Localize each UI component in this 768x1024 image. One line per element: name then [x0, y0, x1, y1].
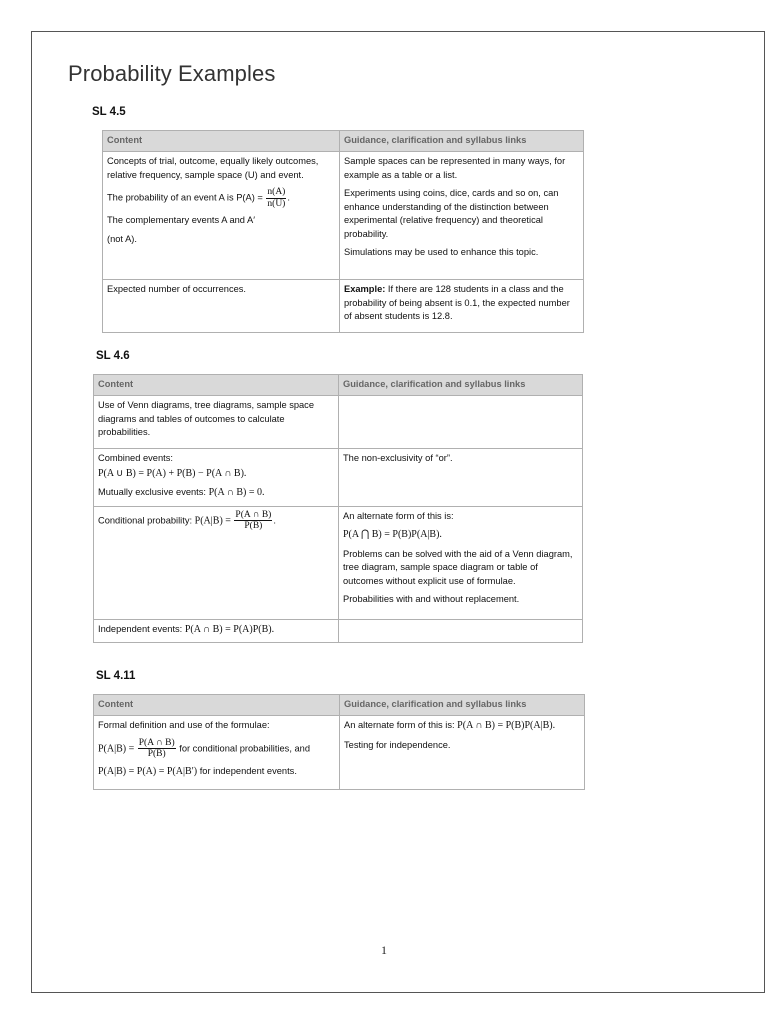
formula-suffix: for conditional probabilities, and	[176, 743, 311, 754]
content-formula	[107, 187, 335, 209]
section-heading-sl-4-6: SL 4.6	[96, 350, 130, 362]
table-row	[94, 396, 583, 449]
table-header-row	[94, 695, 585, 716]
document-title: Probability Examples	[68, 61, 276, 86]
content-cell	[94, 396, 339, 449]
fraction	[138, 738, 176, 760]
table-header-row	[94, 375, 583, 396]
table-header-row	[103, 131, 584, 152]
guidance-formula: P(A ⋂ B) = P(B)P(A|B).	[343, 529, 442, 541]
table-row	[94, 449, 583, 506]
formula-math: P(A|B) = P(A) = P(A|B′)	[98, 765, 198, 777]
example-label: Example:	[344, 284, 386, 295]
content-formula	[98, 765, 335, 780]
guidance-cell	[339, 619, 583, 643]
section-heading-sl-4-11: SL 4.11	[96, 670, 136, 682]
syllabus-table-sl-4-5	[102, 130, 584, 333]
guidance-example	[344, 283, 579, 323]
guidance-cell	[340, 280, 584, 333]
formula-math: P(A ∩ B) = 0.	[208, 487, 265, 499]
content-text	[98, 486, 334, 501]
content-text: The complementary events A and A′	[107, 215, 255, 226]
syllabus-table-sl-4-6	[93, 374, 583, 643]
content-cell	[103, 280, 340, 333]
formula-math: P(A|B) =	[98, 743, 137, 755]
fraction-denominator: P(B)	[147, 749, 166, 760]
column-header-content: Content	[94, 695, 340, 716]
guidance-cell	[339, 449, 583, 506]
guidance-text: The non-exclusivity of “or”.	[343, 453, 453, 464]
column-header-content: Content	[103, 131, 340, 152]
content-text: Use of Venn diagrams, tree diagrams, sample space diagrams and tables of outcomes to calculate probabilities.	[98, 400, 315, 438]
guidance-text: Testing for independence.	[344, 739, 451, 750]
page-number: 1	[381, 943, 387, 957]
table-row	[103, 152, 584, 280]
fraction	[266, 187, 286, 209]
table-row	[94, 716, 585, 790]
content-formula	[98, 738, 335, 760]
formula-prefix: Independent events:	[98, 623, 185, 634]
guidance-cell	[340, 716, 585, 790]
content-cell	[103, 152, 340, 280]
fraction-denominator: P(B)	[244, 521, 263, 532]
formula-prefix: An alternate form of this is:	[344, 720, 458, 731]
content-formula	[98, 510, 334, 532]
guidance-text: An alternate form of this is:	[343, 510, 454, 521]
formula-suffix: .	[287, 192, 290, 203]
section-heading-sl-4-5: SL 4.5	[92, 106, 126, 118]
content-text: (not A).	[107, 233, 137, 244]
content-text: Expected number of occurrences.	[107, 284, 247, 295]
content-text: Concepts of trial, outcome, equally likely outcomes, relative frequency, sample space (U) and event.	[107, 156, 319, 180]
content-cell	[94, 506, 339, 619]
formula-suffix: .	[273, 515, 276, 526]
guidance-text: Experiments using coins, dice, cards and so on, can enhance understanding of the distinction between experimental (relative frequency) and theoretical probability.	[344, 188, 559, 239]
table-row	[103, 280, 584, 333]
fraction-numerator: P(A ∩ B)	[235, 509, 272, 520]
formula-math: P(A ∩ B) = P(A)P(B).	[184, 623, 275, 635]
content-formula	[98, 623, 334, 638]
table-row	[94, 506, 583, 619]
guidance-cell	[339, 396, 583, 449]
content-text: Formal definition and use of the formulae:	[98, 720, 270, 731]
guidance-text: Problems can be solved with the aid of a Venn diagram, tree diagram, sample space diagram or table of outcomes without explicit use of formulae.	[343, 548, 573, 586]
formula-prefix: Mutually exclusive events:	[98, 487, 209, 498]
example-text: If there are 128 students in a class and the probability of being absent is 0.1, the expected number of absent students is 12.8.	[344, 284, 570, 322]
guidance-cell	[339, 506, 583, 619]
fraction-numerator: n(A)	[267, 187, 286, 198]
column-header-guidance: Guidance, clarification and syllabus links	[339, 375, 583, 396]
content-text: Combined events:	[98, 453, 173, 464]
column-header-guidance: Guidance, clarification and syllabus links	[340, 131, 584, 152]
content-cell	[94, 716, 340, 790]
formula-math: P(A|B) =	[194, 515, 234, 527]
content-cell	[94, 619, 339, 643]
formula-prefix: The probability of an event A is P(A) =	[107, 192, 266, 203]
content-formula: P(A ∪ B) = P(A) + P(B) − P(A ∩ B).	[98, 467, 247, 479]
syllabus-table-sl-4-11	[93, 694, 585, 790]
guidance-text: Simulations may be used to enhance this topic.	[344, 247, 539, 258]
fraction	[234, 510, 272, 532]
guidance-text: Sample spaces can be represented in many ways, for example as a table or a list.	[344, 156, 566, 180]
formula-math: P(A ∩ B) = P(B)P(A|B).	[457, 720, 556, 732]
fraction-denominator: n(U)	[267, 198, 286, 209]
fraction-numerator: P(A ∩ B)	[138, 737, 175, 748]
guidance-cell	[340, 152, 584, 280]
formula-suffix: for independent events.	[197, 765, 297, 776]
column-header-guidance: Guidance, clarification and syllabus links	[340, 695, 585, 716]
column-header-content: Content	[94, 375, 339, 396]
content-cell	[94, 449, 339, 506]
table-row	[94, 619, 583, 643]
guidance-text: Probabilities with and without replacement.	[343, 594, 520, 605]
guidance-text	[344, 719, 580, 734]
formula-prefix: Conditional probability:	[98, 515, 195, 526]
